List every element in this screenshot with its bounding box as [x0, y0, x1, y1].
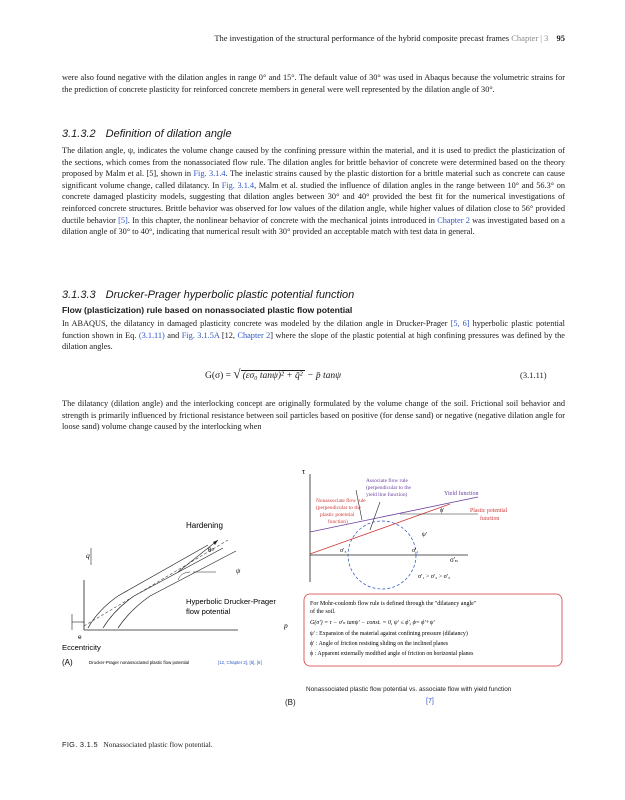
label-theta: θᵒ — [208, 547, 215, 554]
figure-panel-b — [300, 462, 565, 687]
label-sigma1: σ'₁ — [412, 548, 419, 554]
equation-rhs: − p̄ tanψ — [304, 371, 341, 381]
label-e: e — [78, 634, 82, 641]
page-number: 95 — [556, 33, 565, 43]
section-title: Definition of dilation angle — [105, 128, 232, 140]
sqrt-icon: √ — [233, 366, 241, 381]
figure-link[interactable]: Fig. 3.1.4 — [193, 169, 226, 179]
arrowhead-icon — [213, 540, 218, 545]
subheading-flow-rule: Flow (plasticization) rule based on nonassociated plastic flow potential — [62, 305, 353, 315]
chapter-link[interactable]: Chapter 2 — [237, 330, 271, 340]
label-plastic-line1: Plastic potential — [470, 508, 508, 514]
caption-label: FIG. 3.1.5 — [62, 740, 98, 749]
equation-link[interactable]: (3.1.11) — [138, 330, 165, 340]
box-equation: G(σ') = τ − σ'ₙ tanψ' − const. = 0, ψ' ≤ ϕ', ϕ= ϕ'+ψ' — [310, 620, 435, 626]
panel-label-b: (B) — [285, 698, 296, 707]
text-run: was investigated based on a dilation angle of 30° to 40°, indicating that numerical result with 30° provided an acceptable match with test data in general. — [62, 215, 565, 237]
intro-paragraph: were also found negative with the dilation angles in range 0° and 15°. The default value of 30° was used in Abaqus because the volumetric strains for the prediction of concrete plasticity for reinforced concrete members in general were well represented by the dilation angle of 30°. — [62, 73, 565, 94]
label-nonassoc-line2: (perpendicular to the — [316, 505, 361, 511]
label-sigma-order: σ'₁ > σ'₂ > σ'₃ — [418, 574, 450, 580]
nonassociate-flow-arrow — [370, 502, 380, 530]
box-def-phi-prime: ϕ' : Angle of friction resisting sliding on the inclined planes — [310, 641, 449, 647]
panel-a-refs[interactable]: [12, Chapter 2], [5], [6] — [218, 660, 262, 665]
label-eccentricity: Eccentricity — [62, 643, 101, 652]
label-p: p — [284, 621, 288, 630]
label-nonassoc-line4: function) — [328, 519, 348, 525]
box-def-phi: ϕ : Apparent externally modified angle of friction on horizontal planes — [310, 651, 474, 657]
label-assoc-line3: yield line function) — [366, 492, 408, 498]
running-header — [60, 33, 565, 43]
label-sigma-n: σ'ₙ — [450, 556, 459, 564]
caption-text: Nonassociated plastic flow potential. — [103, 740, 213, 749]
box-def-psi: ψ' : Expansion of the material against confining pressure (dilatancy) — [310, 631, 468, 637]
label-phi-prime: ϕ' — [440, 508, 445, 514]
potential-curve-2 — [103, 548, 223, 628]
text-run: , Malm et al. studied the influence of dilation angles in the range between 10° and 56.3° on concrete damaged plasticity models, suggesting that dilation angles between 30° and 40° provided the best fit for the numerical investigations of reinforced concrete structures. Brittle behavior was observed for low values of the dilation angle, while higher values of dilation close to 56° provided ductile behavior — [62, 180, 566, 225]
label-hardening: Hardening — [186, 521, 223, 530]
label-nonassoc-line3: plastic potential — [320, 512, 355, 518]
section-number: 3.1.3.2 — [62, 128, 96, 140]
panel-label-a: (A) — [62, 658, 73, 667]
section-heading-dilation — [62, 128, 232, 140]
text-run: In ABAQUS, the dilatancy in damaged plasticity concrete was modeled by the dilation angle in Drucker-Prager — [62, 319, 451, 328]
text-run: . The inelastic strains caused by the plastic distortion for a brittle material such as concrete can cause significant volume change, called dilatancy. In — [62, 169, 565, 190]
equation-3-1-11 — [205, 366, 341, 382]
label-assoc-line2: (perpendicular to the — [366, 485, 411, 491]
text-run: The dilation angle, ψ, indicates the volume change caused by the confining pressure within the material, and it is used to predict the plasticization of the sections, which comes from the nonassociated flow rule. The dilation angles for brittle behavior of concrete were determined based on the theory proposed by Malm et al. [5], shown in — [62, 146, 565, 179]
panel-b-caption: Nonassociated plastic flow potential vs. associate flow with yield function — [306, 686, 512, 693]
label-psi-prime: ψ' — [422, 532, 427, 538]
panel-b-ref[interactable]: [7] — [426, 698, 434, 705]
section-title: Drucker-Prager hyperbolic plastic potential function — [105, 289, 355, 301]
equation-radicand: (εσ₀ tanψ)² + q̄² — [242, 371, 303, 381]
label-yield: Yield function — [444, 491, 479, 497]
reference-link[interactable]: [5, 6] — [450, 319, 470, 328]
abaqus-paragraph — [62, 318, 565, 353]
text-run: . In this chapter, the nonlinear behavior of concrete with the mechanical joints introduced in — [127, 215, 438, 225]
header-chapter-label: Chapter — [511, 33, 539, 43]
figure-link[interactable]: Fig. 3.1.4 — [221, 180, 255, 190]
box-line1: For Mohr-coulomb flow rule is defined through the "dilatancy angle" — [310, 601, 477, 607]
header-title: The investigation of the structural performance of the hybrid composite precast frames — [214, 33, 510, 43]
text-run: hyperbolic plastic potential function shown in Eq. — [62, 319, 565, 340]
box-line2: of the soil. — [310, 609, 336, 615]
reference-link[interactable]: [5] — [118, 215, 128, 225]
label-psi: ψ — [236, 567, 241, 575]
section-number: 3.1.3.3 — [62, 289, 96, 301]
figure-caption — [62, 740, 213, 749]
label-plastic-line2: function — [480, 516, 500, 522]
text-run: and — [164, 330, 182, 340]
text-run: [12, — [219, 330, 238, 340]
label-hyperbolic-line2: flow potential — [186, 607, 231, 616]
header-chapter-number: 3 — [544, 33, 549, 43]
label-sigma3: σ'₃ — [340, 548, 347, 554]
dilation-paragraph — [62, 145, 565, 238]
label-assoc-line1: Associate flow rule — [366, 478, 408, 484]
label-q: q — [86, 551, 90, 560]
section-heading-drucker-prager — [62, 289, 354, 301]
hardening-arrow — [178, 540, 218, 572]
label-hyperbolic-line1: Hyperbolic Drucker-Prager — [186, 597, 276, 606]
panel-a-description: Drucker-Prager nonassociated plastic flow potential — [89, 660, 190, 665]
dilatancy-paragraph: The dilatancy (dilation angle) and the interlocking concept are originally formulated by the volume change of the soil. Frictional soil behavior and strength is primarily influenced by frictional resistance between soil particles based on positive (for dense sand) or negative (negative dilation angle for loose sand) volume change caused by the interlocking when — [62, 399, 565, 432]
text-run: ] where the slope of the plastic potential at high confining pressures was defined by the dilation angles. — [62, 330, 565, 352]
figure-link[interactable]: Fig. 3.1.5A — [181, 330, 220, 340]
chapter-link[interactable]: Chapter 2 — [437, 215, 470, 225]
figure-panel-a — [58, 510, 293, 685]
label-nonassoc-line1: Nonassociate flow rule — [316, 498, 366, 504]
equation-lhs: G(σ) = — [205, 371, 234, 381]
label-tau: τ — [302, 467, 306, 476]
equation-number: (3.1.11) — [520, 370, 547, 380]
header-separator: | — [540, 33, 542, 43]
